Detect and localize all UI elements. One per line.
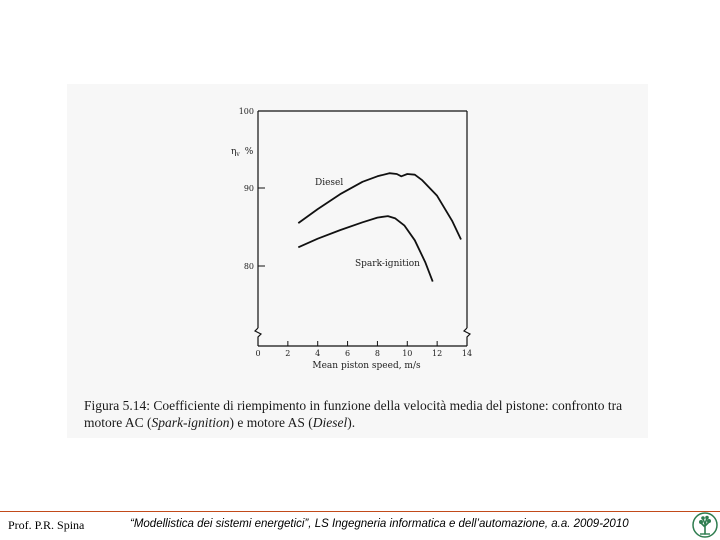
chart-ticks <box>239 107 472 358</box>
x-tick-label-14: 14 <box>461 349 473 358</box>
chart-axes <box>255 111 470 346</box>
series-label-diesel: Diesel <box>315 178 344 188</box>
series-label-spark-ignition: Spark-ignition <box>355 259 420 269</box>
x-tick-label-10: 10 <box>402 349 413 358</box>
volumetric-efficiency-chart <box>67 84 648 438</box>
footer-course-title: “Modellistica dei sistemi energetici”, LS Ingegneria informatica e dell’automazione, a.a. 2009-2010 <box>130 518 629 530</box>
caption-middle: ) e motore AS ( <box>229 415 313 430</box>
x-tick-label-0: 0 <box>255 349 261 358</box>
figure-caption <box>84 397 644 431</box>
y-axis-title-subscript: v <box>236 151 240 158</box>
x-tick-label-4: 4 <box>315 349 321 358</box>
y-axis-title <box>231 147 254 158</box>
figure-panel <box>67 84 648 438</box>
footer-author: Prof. P.R. Spina <box>8 518 85 532</box>
x-tick-label-8: 8 <box>374 349 380 358</box>
chart-series <box>298 173 461 281</box>
x-tick-label-2: 2 <box>285 349 291 358</box>
y-axis-title-eta: η <box>231 147 237 157</box>
footer-divider <box>0 511 720 512</box>
x-axis-title: Mean piston speed, m/s <box>312 361 421 371</box>
caption-diesel: Diesel <box>312 415 348 430</box>
y-tick-label-80: 80 <box>243 262 254 271</box>
tree-logo-icon <box>692 512 718 539</box>
x-tick-label-12: 12 <box>432 349 443 358</box>
series-line-spark-ignition <box>298 216 432 282</box>
y-tick-label-90: 90 <box>243 184 254 193</box>
x-tick-label-6: 6 <box>345 349 351 358</box>
y-axis-title-unit: % <box>244 147 254 157</box>
caption-prefix: Figura 5.14: Coefficiente di riempimento in funzione della velocità media del pistone: confronto tra motore AC ( <box>84 398 623 430</box>
caption-spark-ignition: Spark-ignition <box>151 415 230 430</box>
y-tick-label-100: 100 <box>238 107 254 116</box>
caption-suffix: ). <box>347 415 356 430</box>
